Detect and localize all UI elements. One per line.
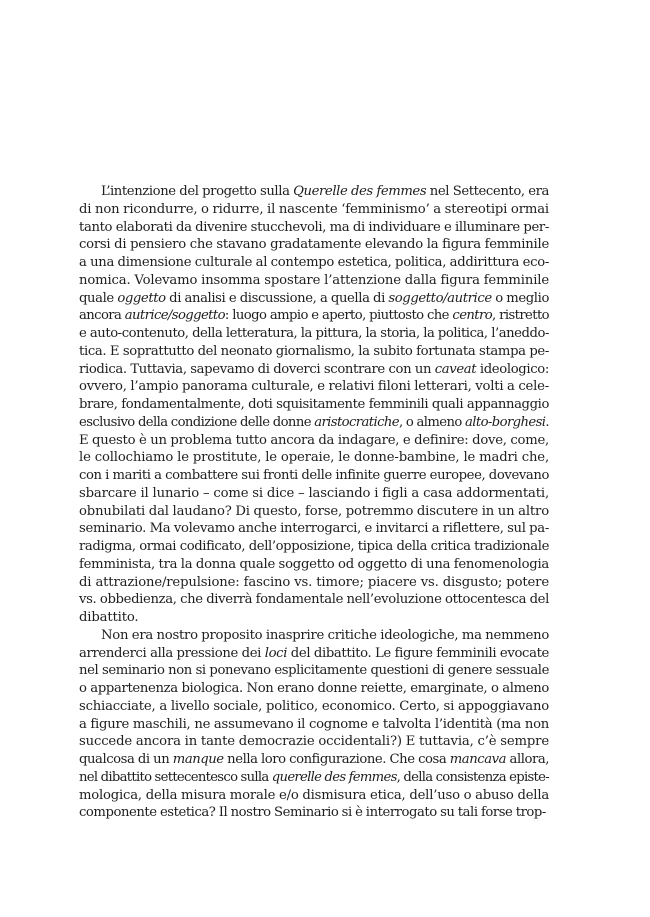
text-run: seminario. Ma volevamo anche interrogarci, e invitarci a riflettere, sul pa- bbox=[79, 521, 550, 537]
text-line bbox=[79, 520, 549, 538]
text-run: a una dimensione culturale al contempo estetica, politica, addirittura eco- bbox=[79, 255, 549, 270]
text-line bbox=[79, 556, 549, 574]
text-run: . bbox=[545, 414, 549, 430]
text-line bbox=[79, 787, 549, 805]
text-line bbox=[79, 307, 549, 325]
text-run: L’intenzione del progetto sulla bbox=[101, 184, 294, 199]
text-run: di analisi e discussione, a quella di bbox=[165, 290, 389, 306]
text-line bbox=[79, 716, 549, 734]
text-line bbox=[79, 236, 549, 254]
text-run: ovvero, l’ampio panorama culturale, e relativi filoni letterari, volti a cele- bbox=[79, 379, 549, 395]
text-run: schiacciate, a livello sociale, politico, economico. Certo, si appoggiavano bbox=[79, 698, 549, 714]
text-run: nel dibattito settecentesco sulla bbox=[79, 769, 272, 785]
text-line bbox=[79, 698, 549, 716]
text-run: , ristretto bbox=[492, 308, 549, 324]
text-run: arrenderci alla pressione dei bbox=[79, 645, 265, 661]
text-line bbox=[79, 751, 549, 769]
italic-text: manque bbox=[172, 752, 224, 767]
text-run: obnubilati dal laudano? Di questo, forse, potremmo discutere in un altro bbox=[79, 503, 549, 519]
text-run: quale bbox=[79, 290, 118, 306]
text-run: o appartenenza biologica. Non erano donne reiette, emarginate, o almeno bbox=[79, 681, 549, 696]
text-run: di non ricondurre, o ridurre, il nascente ‘femminismo’ a stereotipi ormai bbox=[79, 201, 549, 217]
text-run: le collochiamo le prostitute, le operaie, le donne-bambine, le madri che, bbox=[79, 450, 549, 466]
text-run: ideologico: bbox=[476, 361, 549, 377]
text-line bbox=[79, 485, 549, 503]
text-line bbox=[79, 662, 549, 680]
text-run: componente estetica? Il nostro Seminario si è interrogato su tali forse trop- bbox=[79, 805, 546, 821]
italic-text: Querelle des femmes bbox=[293, 184, 427, 199]
text-line bbox=[79, 609, 549, 627]
italic-text: alto-borghesi bbox=[465, 414, 546, 430]
text-run: tica. E soprattutto del neonato giornalismo, la subito fortunata stampa pe- bbox=[79, 343, 549, 359]
italic-text: soggetto/autrice bbox=[388, 290, 492, 306]
text-line bbox=[79, 396, 549, 414]
text-line bbox=[79, 343, 549, 361]
text-run: con i mariti a combattere sui fronti delle infinite guerre europee, dovevano bbox=[79, 468, 549, 483]
text-line bbox=[79, 432, 549, 450]
text-run: nomica. Volevamo insomma spostare l’attenzione dalla figura femminile bbox=[79, 272, 549, 288]
text-line bbox=[79, 627, 549, 645]
italic-text: querelle des femmes bbox=[271, 769, 397, 785]
text-line bbox=[79, 414, 549, 432]
italic-text: autrice/soggetto bbox=[124, 308, 225, 324]
body-text bbox=[79, 183, 549, 822]
text-run: nel Settecento, era bbox=[426, 184, 549, 199]
text-run: ancora bbox=[79, 308, 125, 324]
italic-text: oggetto bbox=[117, 290, 166, 306]
text-run: o meglio bbox=[491, 290, 549, 306]
text-line bbox=[79, 361, 549, 379]
text-run: radigma, ormai codificato, dell’opposizione, tipica della critica tradizionale bbox=[79, 539, 549, 554]
italic-text: aristocratiche bbox=[314, 414, 399, 430]
text-line bbox=[79, 591, 549, 609]
text-run: corsi di pensiero che stavano gradatamente elevando la figura femminile bbox=[79, 237, 549, 253]
text-run: esclusivo della condizione delle donne bbox=[79, 414, 315, 430]
text-run: , o almeno bbox=[398, 414, 466, 430]
text-line bbox=[79, 449, 549, 467]
text-line bbox=[79, 645, 549, 663]
text-line bbox=[79, 804, 549, 822]
text-line bbox=[79, 769, 549, 787]
text-line bbox=[79, 467, 549, 485]
text-run: , della consistenza episte- bbox=[396, 769, 549, 785]
text-line bbox=[79, 378, 549, 396]
text-line bbox=[79, 272, 549, 290]
text-line bbox=[79, 290, 549, 308]
text-run: mologica, della misura morale e/o dismisura etica, dell’uso o abuso della bbox=[79, 787, 549, 803]
text-run: : luogo ampio e aperto, piuttosto che bbox=[224, 308, 453, 324]
text-run: brare, fondamentalmente, doti squisitamente femminili quali appannaggio bbox=[79, 397, 549, 412]
text-run: vs. obbedienza, che diverrà fondamentale nell’evoluzione ottocentesca del bbox=[79, 592, 549, 608]
text-run: Non era nostro proposito inasprire critiche ideologiche, ma nemmeno bbox=[101, 627, 550, 643]
text-line bbox=[79, 201, 549, 219]
text-run: femminista, tra la donna quale soggetto od oggetto di una fenomenologia bbox=[79, 556, 550, 572]
text-run: tanto elaborati da divenire stucchevoli, ma di individuare e illuminare per- bbox=[79, 219, 549, 235]
text-line bbox=[79, 574, 549, 592]
text-line bbox=[79, 538, 549, 556]
text-line bbox=[79, 254, 549, 272]
text-line bbox=[79, 325, 549, 343]
text-run: sbarcare il lunario – come si dice – lasciando i figli a casa addormentati, bbox=[79, 485, 549, 501]
text-run: E questo è un problema tutto ancora da indagare, e definire: dove, come, bbox=[79, 432, 549, 448]
text-run: nella loro configurazione. Che cosa bbox=[223, 752, 450, 767]
text-line bbox=[79, 733, 549, 751]
italic-text: centro bbox=[452, 308, 493, 324]
text-run: e auto-contenuto, della letteratura, la pittura, la storia, la politica, l’aneddo- bbox=[79, 326, 549, 341]
text-run: riodica. Tuttavia, sapevamo di doverci scontrare con un bbox=[79, 361, 435, 377]
text-line bbox=[79, 219, 549, 237]
text-run: dibattito. bbox=[79, 610, 139, 625]
text-run: succede ancora in tante democrazie occidentali?) E tuttavia, c’è sempre bbox=[79, 734, 549, 750]
italic-text: caveat bbox=[434, 361, 477, 377]
text-run: allora, bbox=[506, 752, 549, 767]
paragraph bbox=[79, 627, 549, 822]
text-line bbox=[79, 680, 549, 698]
paragraph bbox=[79, 183, 549, 627]
text-run: qualcosa di un bbox=[79, 752, 173, 767]
text-run: a figure maschili, ne assumevano il cognome e talvolta l’identità (ma non bbox=[79, 716, 549, 732]
text-line bbox=[79, 183, 549, 201]
text-run: nel seminario non si ponevano esplicitamente questioni di genere sessuale bbox=[79, 663, 549, 679]
text-line bbox=[79, 503, 549, 521]
text-run: di attrazione/repulsione: fascino vs. timore; piacere vs. disgusto; potere bbox=[79, 574, 549, 590]
italic-text: loci bbox=[264, 645, 288, 661]
italic-text: mancava bbox=[449, 752, 507, 767]
text-run: del dibattito. Le figure femminili evocate bbox=[287, 645, 549, 661]
